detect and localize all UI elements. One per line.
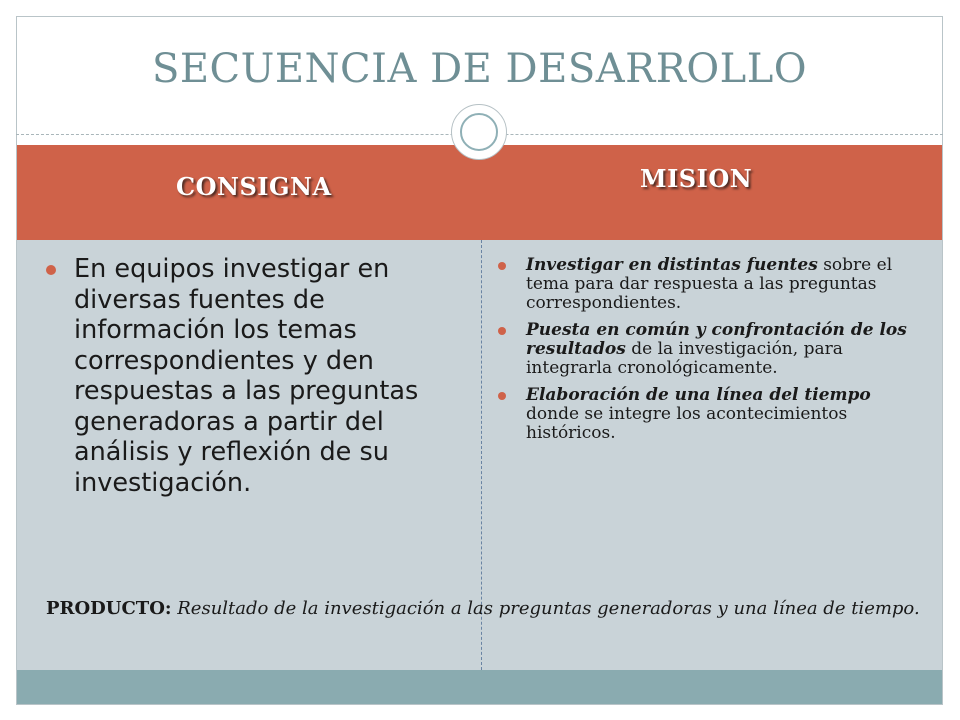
producto-statement [46, 595, 926, 622]
column-heading-consigna: CONSIGNA [176, 172, 332, 201]
producto-text: Resultado de la investigación a las preguntas generadoras y una línea de tiempo. [171, 598, 920, 619]
list-item [498, 321, 918, 378]
mision-item-text: de la investigación, para integrarla cronológicamente. [526, 339, 843, 378]
list-item [46, 254, 466, 498]
producto-label: PRODUCTO: [46, 598, 172, 619]
mision-item-text: donde se integre los acontecimientos históricos. [526, 404, 848, 443]
bullet-icon [498, 262, 506, 270]
consigna-text: En equipos investigar en diversas fuentes de información los temas correspondientes y den respuestas a las preguntas generadoras a partir del análisis y reflexión de su investigación. [74, 254, 419, 498]
decorative-circle-ring [460, 113, 498, 151]
bullet-icon [46, 265, 56, 275]
consigna-list [46, 254, 466, 498]
bullet-icon [498, 392, 506, 400]
list-item [498, 386, 918, 443]
mision-item-bold: Elaboración de una línea del tiempo [526, 385, 871, 405]
list-item [498, 256, 918, 313]
decorative-circle-icon [451, 104, 507, 160]
column-heading-mision: MISION [640, 164, 753, 193]
footer-band [17, 670, 942, 704]
mision-list [498, 256, 918, 451]
mision-item-text: sobre el tema para dar respuesta a las preguntas correspondientes. [526, 255, 893, 313]
mision-item-bold: Investigar en distintas fuentes [526, 255, 818, 275]
slide-title: SECUENCIA DE DESARROLLO [151, 46, 808, 92]
bullet-icon [498, 327, 506, 335]
mision-item-bold: Puesta en común y confrontación de los resultados [526, 320, 907, 359]
